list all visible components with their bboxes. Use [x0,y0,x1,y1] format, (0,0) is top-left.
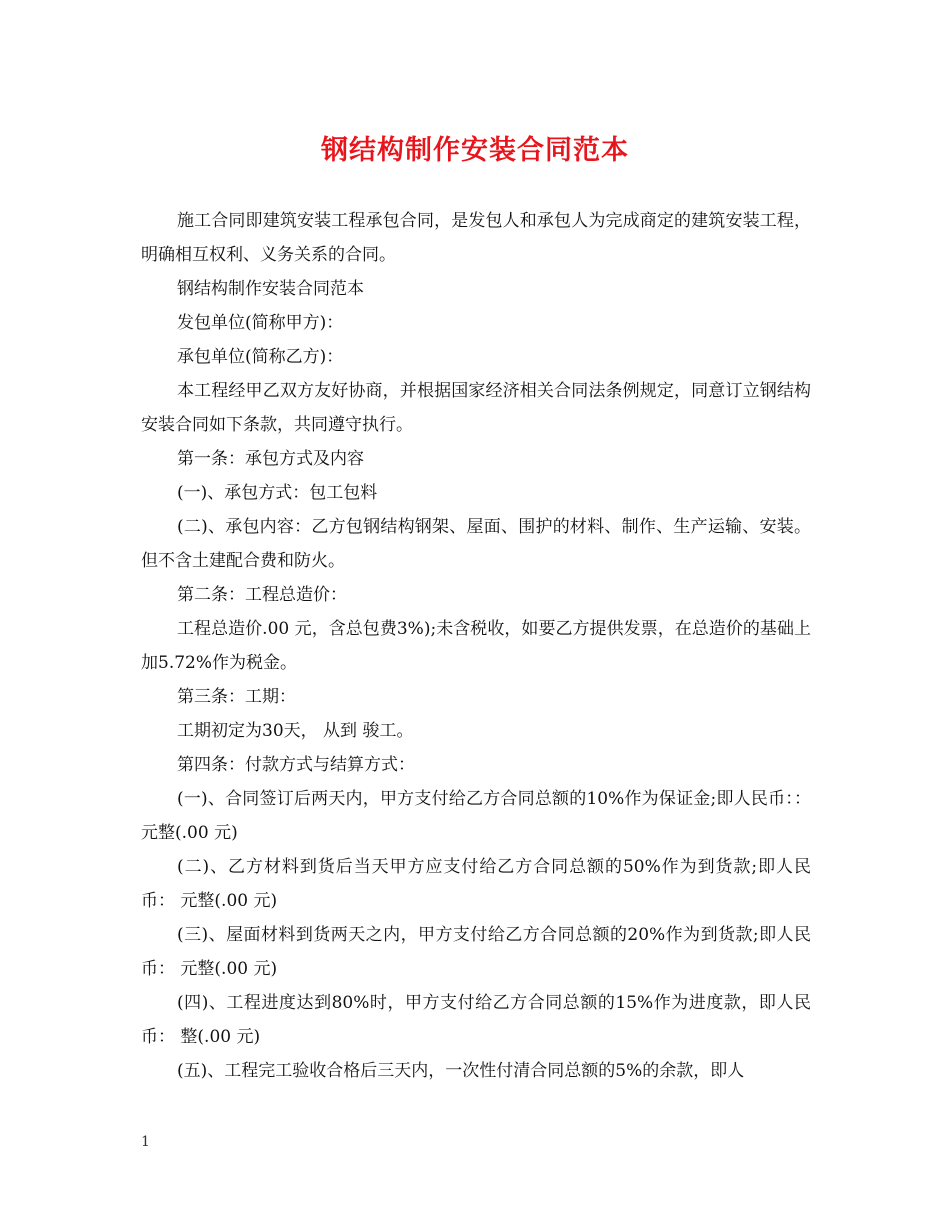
paragraph-payment-4: (四)、工程进度达到80%时，甲方支付给乙方合同总额的15%作为进度款，即人民币： 整(.00 元) [141,993,811,1047]
paragraph-contract-method: (一)、承包方式：包工包料 [177,483,378,503]
paragraph-party-b: 承包单位(简称乙方)： [177,347,344,367]
paragraph-article-4: 第四条：付款方式与结算方式： [177,755,415,775]
document-title: 钢结构制作安装合同范本 [321,135,629,166]
page-number: 1 [141,1134,150,1150]
paragraph-payment-1: (一)、合同签订后两天内，甲方支付给乙方合同总额的10%作为保证金;即人民币：： 元整(.00 元) [141,789,811,843]
paragraph-subtitle: 钢结构制作安装合同范本 [177,279,364,299]
paragraph-article-2: 第二条：工程总造价： [177,585,347,605]
paragraph-party-a: 发包单位(简称甲方)： [177,313,344,333]
paragraph-payment-3: (三)、屋面材料到货两天之内，甲方支付给乙方合同总额的20%作为到货款;即人民币： 元整(.00 元) [141,925,811,979]
paragraph-contract-content: (二)、承包内容：乙方包钢结构钢架、屋面、围护的材料、制作、生产运输、安装。但不含土建配合费和防火。 [141,517,811,571]
paragraph-payment-2: (二)、乙方材料到货后当天甲方应支付给乙方合同总额的50%作为到货款;即人民币： 元整(.00 元) [141,857,811,911]
document-body [141,204,811,1088]
paragraph-article-1: 第一条：承包方式及内容 [177,449,364,469]
paragraph-total-cost: 工程总造价.00 元，含总包费3%);未含税收，如要乙方提供发票，在总造价的基础上加5.72%作为税金。 [141,619,811,673]
paragraph-schedule: 工期初定为30天， 从到 骏工。 [177,721,414,741]
paragraph-intro: 施工合同即建筑安装工程承包合同，是发包人和承包人为完成商定的建筑安装工程，明确相互权利、义务关系的合同。 [141,211,811,265]
paragraph-agreement: 本工程经甲乙双方友好协商，并根据国家经济相关合同法条例规定，同意订立钢结构安装合同如下条款，共同遵守执行。 [141,381,811,435]
paragraph-article-3: 第三条：工期： [177,687,296,707]
paragraph-payment-5: (五)、工程完工验收合格后三天内，一次性付清合同总额的5%的余款，即人 [177,1061,745,1081]
